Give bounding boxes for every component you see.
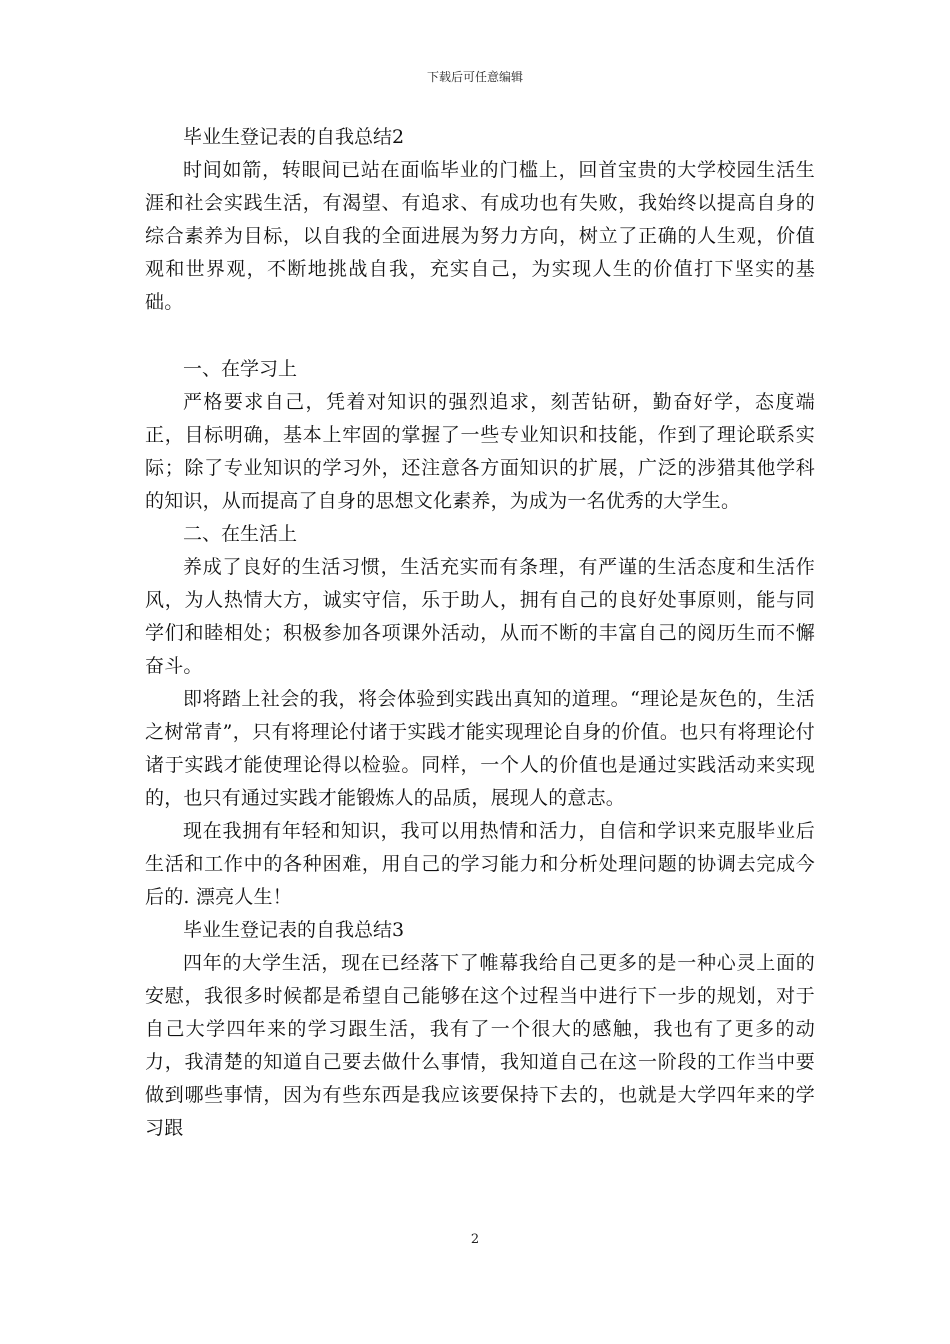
header-note: 下载后可任意编辑 xyxy=(426,70,523,84)
paragraph: 现在我拥有年轻和知识，我可以用热情和活力，自信和学识来克服毕业后生活和工作中的各种困难，用自己的学习能力和分析处理问题的协调去完成今后的. 漂亮人生！ xyxy=(145,820,815,908)
paragraph: 时间如箭，转眼间已站在面临毕业的门槛上，回首宝贵的大学校园生活生涯和社会实践生活，有渴望、有追求、有成功也有失败，我始终以提高自身的综合素养为目标，以自我的全面进展为努力方向，树立了正确的人生观，价值观和世界观，不断地挑战自我，充实自己，为实现人生的价值打下坚实的基础。 xyxy=(145,159,815,313)
blank-line xyxy=(145,319,815,353)
section-heading: 二、在生活上 xyxy=(183,523,298,545)
paragraph: 养成了良好的生活习惯，生活充实而有条理，有严谨的生活态度和生活作风，为人热情大方，诚实守信，乐于助人，拥有自己的良好处事原则，能与同学们和睦相处；积极参加各项课外活动，从而不断的丰富自己的阅历生而不懈奋斗。 xyxy=(145,556,815,677)
page-number: 2 xyxy=(470,1232,480,1247)
section-title: 毕业生登记表的自我总结2 xyxy=(183,126,405,148)
paragraph: 四年的大学生活，现在已经落下了帷幕我给自己更多的是一种心灵上面的安慰，我很多时候都是希望自己能够在这个过程当中进行下一步的规划，对于自己大学四年来的学习跟生活，我有了一个很大的感触，我也有了更多的动力，我清楚的知道自己要去做什么事情，我知道自己在这一阶段的工作当中要做到哪些事情，因为有些东西是我应该要保持下去的，也就是大学四年来的学习跟 xyxy=(145,952,815,1139)
document-body xyxy=(145,121,815,1145)
paragraph: 即将踏上社会的我，将会体验到实践出真知的道理。“理论是灰色的，生活之树常青”，只有将理论付诸于实践才能实现理论自身的价值。也只有将理论付诸于实践才能使理论得以检验。同样，一个人的价值也是通过实践活动来实现的，也只有通过实践才能锻炼人的品质，展现人的意志。 xyxy=(145,688,815,809)
paragraph: 严格要求自己，凭着对知识的强烈追求，刻苦钻研，勤奋好学，态度端正，目标明确，基本上牢固的掌握了一些专业知识和技能，作到了理论联系实际；除了专业知识的学习外，还注意各方面知识的扩展，广泛的涉猎其他学科的知识，从而提高了自身的思想文化素养，为成为一名优秀的大学生。 xyxy=(145,391,815,512)
section-heading: 一、在学习上 xyxy=(183,358,298,380)
section-title: 毕业生登记表的自我总结3 xyxy=(183,919,405,941)
